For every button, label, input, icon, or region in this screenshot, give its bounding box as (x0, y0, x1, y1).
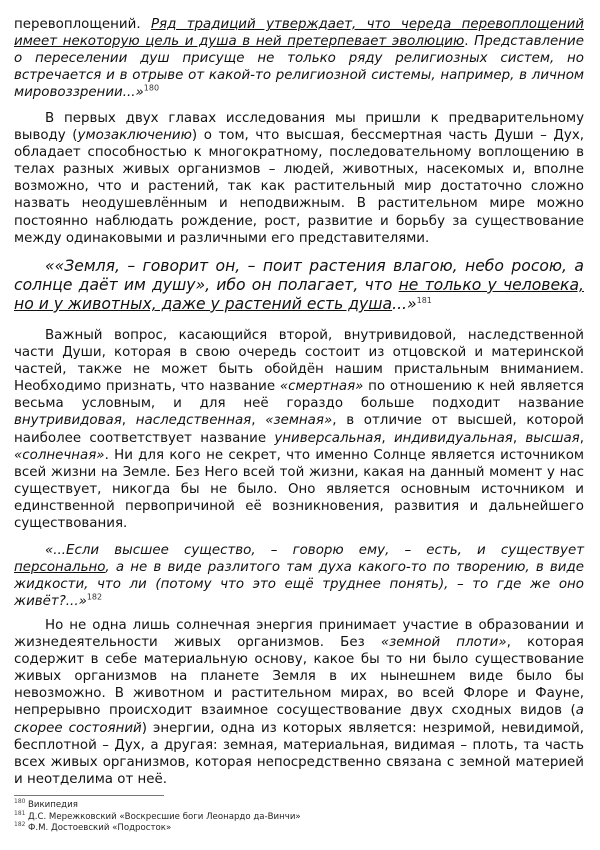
footnote-ref-181[interactable]: 181 (416, 295, 432, 305)
text-span: ) о том, что высшая, бессмертная часть Души – Дух, обладает способностью к многократному, последовательному воплощению в телах разных живых организмов – людей, животных, насекомых и, вполне возможно, что и растений, так как растительный мир достаточно сложно назвать неодушевлённым и неподвижным. В растительном мире можно постоянно наблюдать рождение, рост, развитие и борьбу за существование между одинаковыми и различными его представителями. (14, 128, 585, 246)
quote-text: ««Земля, – говорит он, – поит растения влагою, небо росою, а солнце даёт им душу», ибо он полагает, что (14, 257, 584, 294)
emphasis-italic: универсальная (274, 430, 382, 446)
footnote-item: 181 Д.С. Мережковский «Воскресшие боги Леонардо да-Винчи» (14, 809, 301, 822)
quote-text: , а не в виде разлитого там духа какого-то по творению, в виде жидкости, что ли (потому что это ещё труднее понять), – то где же оно живёт?...» (14, 560, 584, 610)
footnote-item: 182 Ф.М. Достоевский «Подросток» (14, 821, 172, 833)
paragraph-1 (14, 110, 584, 247)
footnote-divider (14, 795, 164, 796)
quote-text: ...» (392, 295, 417, 313)
quote-large (14, 257, 584, 314)
text-span: перевоплощений. (14, 17, 151, 32)
text-span: . (464, 34, 475, 50)
footnote-text: Википедия (28, 800, 78, 810)
emphasis-italic: а скорее состояний (14, 703, 584, 736)
footnote-text: Д.С. Мережковский «Воскресшие боги Леонардо да-Винчи» (28, 811, 301, 822)
quote-text: «...Если высшее существо, – говорю ему, – есть, и существует (45, 543, 584, 558)
text-span: , (121, 413, 136, 429)
text-span: В первых двух главах исследования мы пришли к предварительному выводу ( (14, 111, 584, 144)
footnotes (14, 800, 584, 835)
quote-underlined: персонально (14, 560, 106, 576)
quote-continuation (14, 16, 584, 101)
text-span: по отношению к ней является весьма условным, и для неё гораздо больше подходит название (14, 379, 584, 412)
footnote-text: Ф.М. Достоевский «Подросток» (28, 823, 172, 833)
emphasis-italic: Представление о переселении душ присуще не только ряду религиозных систем, но встречается и в отрыве от какой-то религиозной системы, например, в личном мировоззрении...» (14, 34, 584, 101)
emphasis-italic: «смертная» (279, 379, 364, 395)
paragraph-3 (14, 617, 584, 788)
text-span: Важный вопрос, касающийся второй, внутривидовой, наследственной части Души, которая в свою очередь состоит из отцовской и материнской частей, также не может быть обойдён нашим пристальным вниманием. Необходимо признать, что название (14, 328, 584, 395)
footnote-ref-180[interactable]: 180 (143, 83, 160, 93)
paragraph-2 (14, 327, 584, 532)
text-span: , (381, 430, 394, 446)
emphasis-italic: индивидуальная (393, 430, 513, 446)
quote-underlined: не только у человека, но и у животных, даже у растений есть душа (14, 276, 584, 313)
emphasis-italic: внутривидовая (14, 413, 122, 429)
text-span: , (579, 430, 584, 446)
text-span: , (251, 413, 266, 429)
emphasis-italic: «земная» (265, 413, 333, 429)
emphasis-italic: «земной плоти» (380, 635, 507, 651)
text-span: . Ни для кого не секрет, что именно Солнце является источником всей жизни на Земле. Без Него всей той жизни, какая на данный момент у нас существует, никогда бы не было. Оно является основным источником и единственной первопричиной её возникновения, развития и дальнейшего существования. (14, 447, 584, 532)
emphasis-italic: наследственная (135, 413, 252, 429)
emphasis-italic: «солнечная» (14, 447, 105, 463)
text-span: , которая содержит в себе материальную основу, какое бы то ни было существование живых организмов на планете Земля в их нынешнем виде было бы невозможно. В животном и растительном мирах, во всей Флоре и Фауне, непрерывно происходит взаимное сосуществование двух сходных видов ( (14, 635, 584, 719)
text-span: Но не одна лишь солнечная энергия принимает участие в образовании и жизнедеятельности живых организмов. Без (14, 618, 584, 651)
emphasis-italic: умозаключению (77, 128, 192, 144)
text-span: ) энергии, одна из которых является: незримой, невидимой, бесплотной – Дух, а другая: земная, материальная, видимая – плоть, та часть всех живых организмов, которая непосредственно связана с земной материей и неотделима от неё. (14, 720, 584, 787)
footnote-ref-182[interactable]: 182 (86, 592, 103, 602)
emphasis-underlined: Ряд традиций утверждает, что череда перевоплощений имеет некоторую цель и душа в ней претерпевает эволюцию (14, 17, 584, 50)
footnote-item: 180 Википедия (14, 798, 78, 810)
quote-small (14, 542, 584, 610)
emphasis-italic: высшая (525, 430, 580, 446)
text-span: , (512, 430, 526, 446)
text-span: , в отличие от высшей, которой наиболее соответствует название (14, 413, 585, 446)
